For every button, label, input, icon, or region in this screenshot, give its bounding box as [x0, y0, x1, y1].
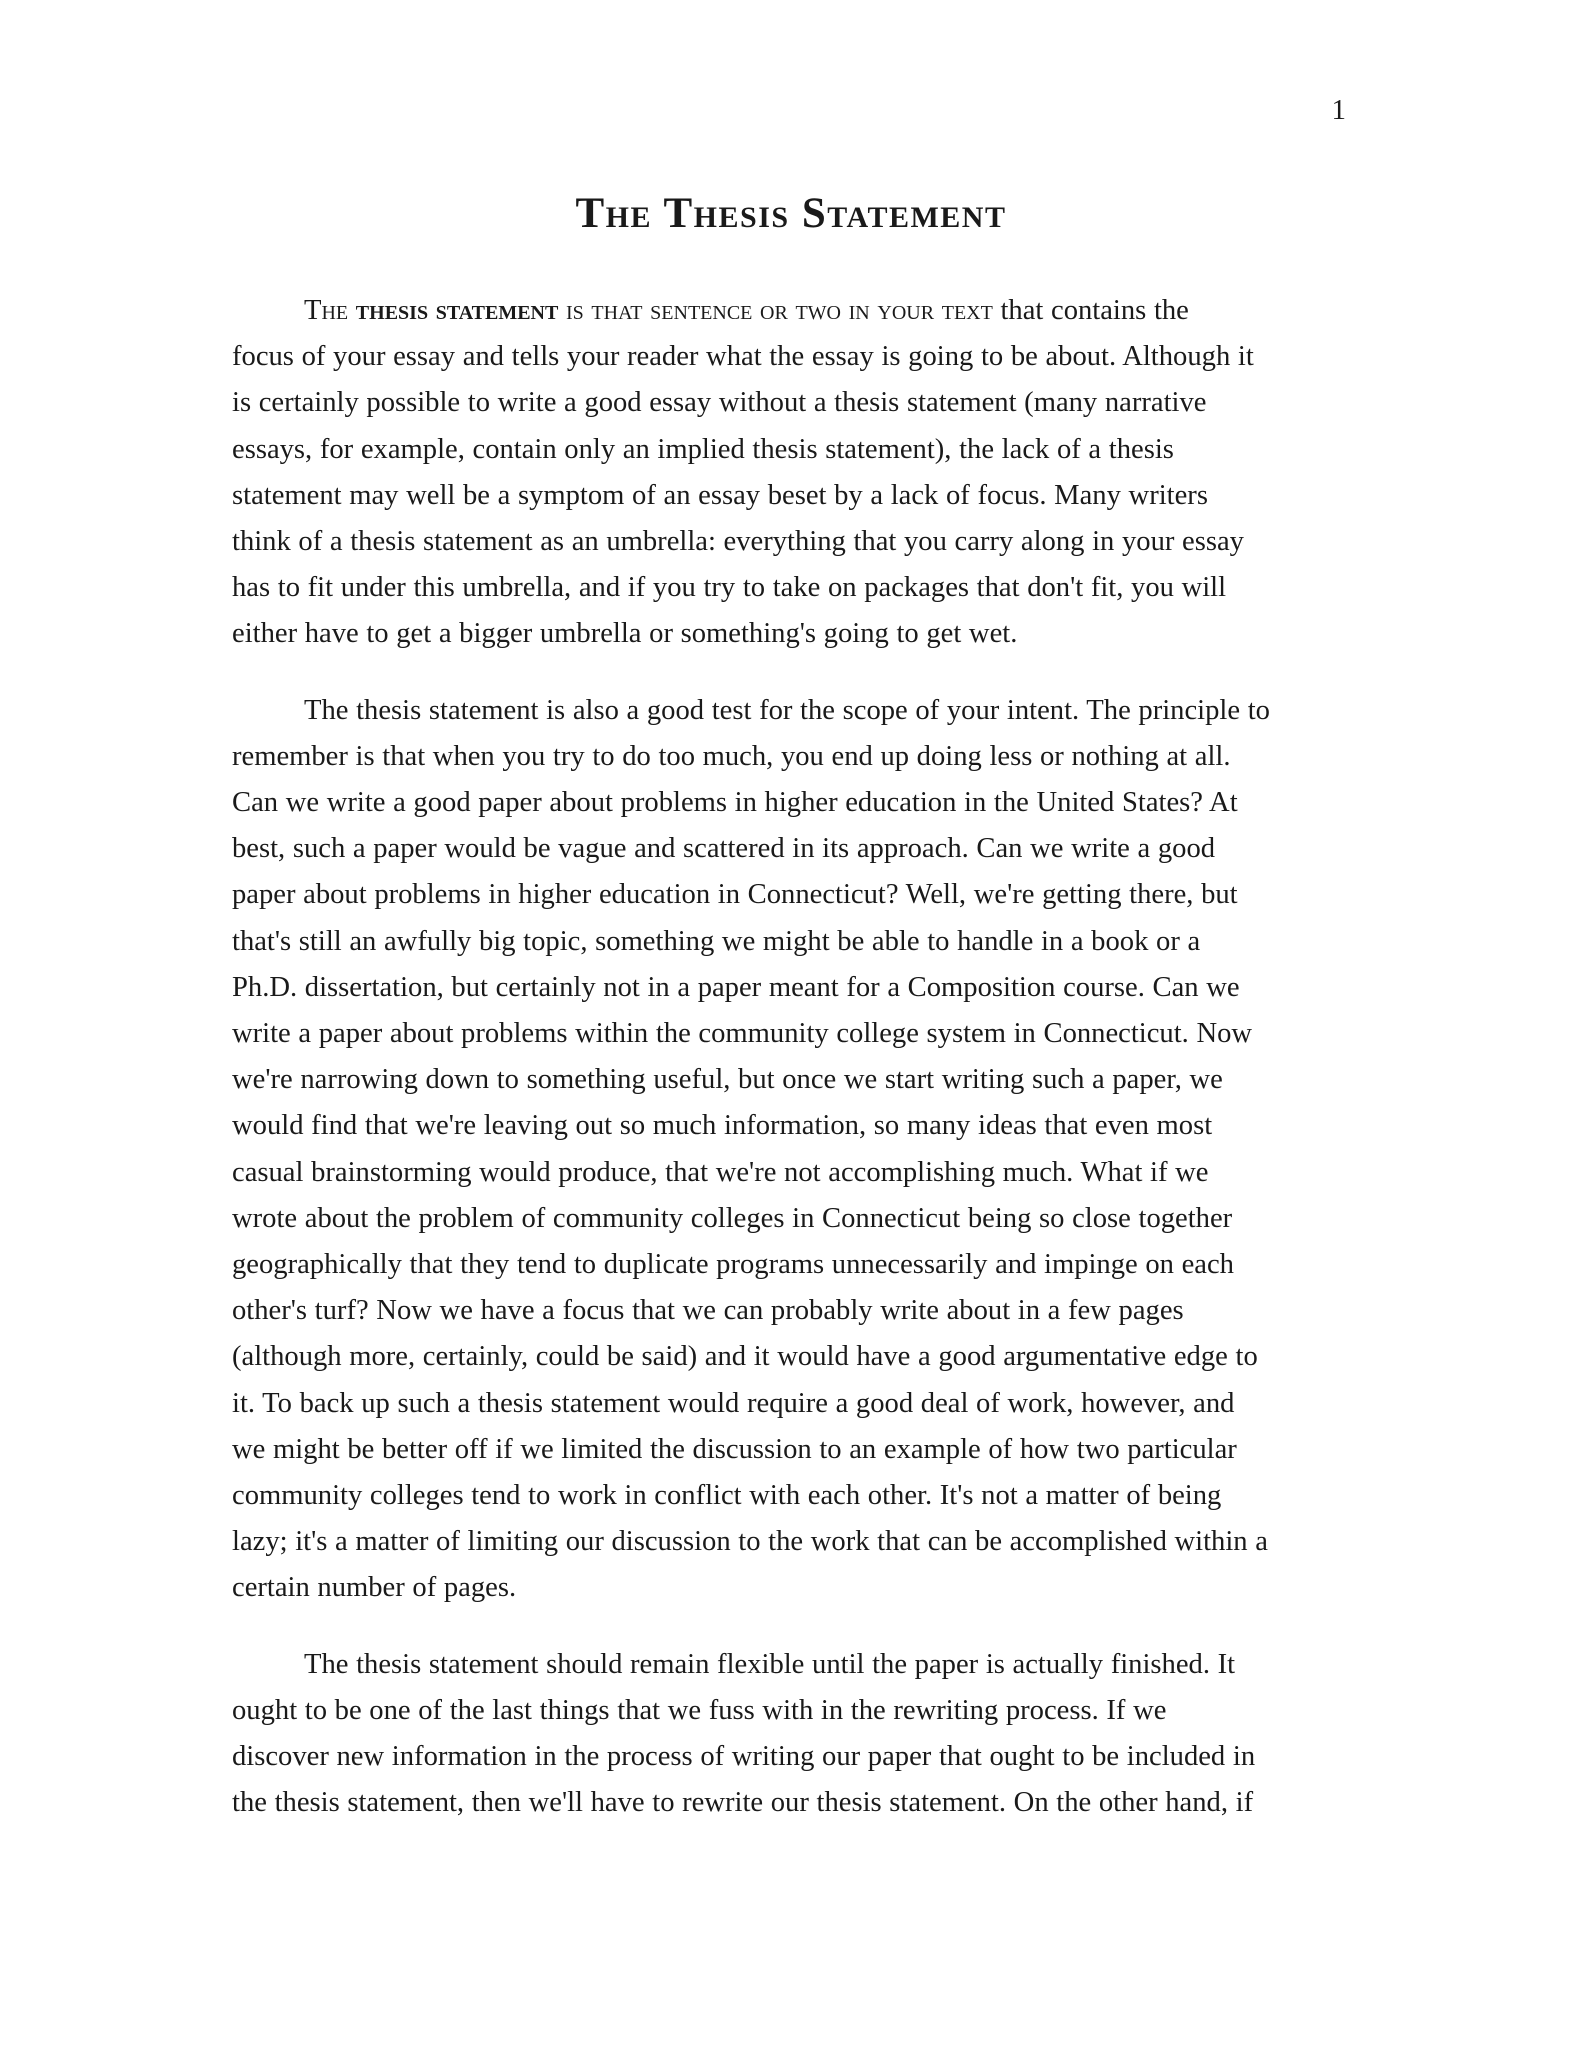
paragraph-line: The thesis statement is also a good test for the scope of your intent. The principle to [304, 694, 1270, 726]
paragraph-line: geographically that they tend to duplicate programs unnecessarily and impinge on each [232, 1249, 1234, 1281]
lead-bold-term: thesis statement [355, 295, 559, 326]
paragraph-line: we're narrowing down to something useful, but once we start writing such a paper, we [232, 1064, 1223, 1096]
page-number: 1 [1331, 94, 1346, 126]
paragraph-line: focus of your essay and tells your reader what the essay is going to be about. Although it [232, 341, 1254, 373]
paragraph-line: essays, for example, contain only an implied thesis statement), the lack of a thesis [232, 433, 1174, 465]
paragraph-line: lazy; it's a matter of limiting our discussion to the work that can be accomplished within a [232, 1526, 1268, 1558]
paragraph-line: best, such a paper would be vague and scattered in its approach. Can we write a good [232, 833, 1216, 865]
paragraph-line: think of a thesis statement as an umbrella: everything that you carry along in your essay [232, 526, 1244, 558]
paragraph-line: casual brainstorming would produce, that we're not accomplishing much. What if we [232, 1156, 1209, 1188]
paragraph-line: Ph.D. dissertation, but certainly not in a paper meant for a Composition course. Can we [232, 971, 1240, 1003]
lead-rest: is that sentence or two in your text [565, 295, 993, 326]
paragraph-line: the thesis statement, then we'll have to rewrite our thesis statement. On the other hand, if [232, 1787, 1254, 1819]
body-text [232, 288, 1348, 1857]
paragraph-line: statement may well be a symptom of an essay beset by a lack of focus. Many writers [232, 479, 1208, 511]
paragraph-line: that's still an awfully big topic, something we might be able to handle in a book or a [232, 925, 1201, 957]
paragraph-line: discover new information in the process of writing our paper that ought to be included in [232, 1741, 1256, 1773]
paragraph-line: other's turf? Now we have a focus that we can probably write about in a few pages [232, 1295, 1184, 1327]
paragraph-line: we might be better off if we limited the discussion to an example of how two particular [232, 1433, 1237, 1465]
paragraph-line: The thesis statement should remain flexible until the paper is actually finished. It [304, 1648, 1236, 1680]
page-title: The Thesis Statement [575, 190, 1007, 237]
paragraph-line: remember is that when you try to do too much, you end up doing less or nothing at all. [232, 740, 1231, 772]
paragraph-line: ought to be one of the last things that we fuss with in the rewriting process. If we [232, 1694, 1167, 1726]
paragraph-line: certain number of pages. [232, 1572, 517, 1604]
paragraph-2 [232, 688, 1348, 1612]
paragraph-line: paper about problems in higher education in Connecticut? Well, we're getting there, but [232, 879, 1238, 911]
paragraph-line: either have to get a bigger umbrella or something's going to get wet. [232, 618, 1018, 650]
paragraph-3 [232, 1642, 1348, 1827]
lead-plain: The [304, 295, 349, 326]
paragraph-line: wrote about the problem of community colleges in Connecticut being so close together [232, 1202, 1233, 1234]
paragraph-line: Can we write a good paper about problems in higher education in the United States? At [232, 787, 1238, 819]
paragraph-line: (although more, certainly, could be said) and it would have a good argumentative edge to [232, 1341, 1258, 1373]
paragraph-1 [232, 288, 1348, 658]
line-text: that contains the [992, 295, 1189, 326]
paragraph-line: is certainly possible to write a good essay without a thesis statement (many narrative [232, 387, 1207, 419]
paragraph-line: write a paper about problems within the community college system in Connecticut. Now [232, 1018, 1253, 1050]
paragraph-line: would find that we're leaving out so much information, so many ideas that even most [232, 1110, 1213, 1142]
paragraph-line: has to fit under this umbrella, and if you try to take on packages that don't fit, you will [232, 572, 1227, 604]
paragraph-line: community colleges tend to work in conflict with each other. It's not a matter of being [232, 1480, 1222, 1512]
paragraph-line [232, 288, 1348, 334]
paragraph-line: it. To back up such a thesis statement would require a good deal of work, however, and [232, 1387, 1235, 1419]
